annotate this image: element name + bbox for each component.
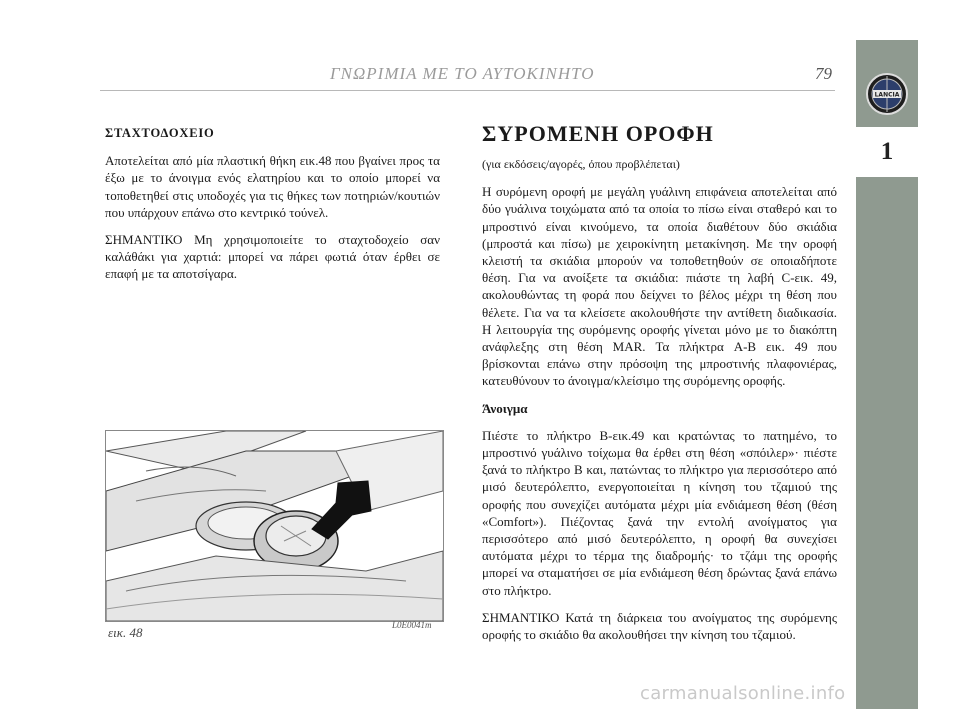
ashtray-heading: ΣΤΑΧΤΟΔΟΧΕΙΟ	[105, 126, 215, 140]
watermark: carmanualsonline.info	[640, 683, 846, 704]
opening-heading: Άνοιγμα	[482, 400, 528, 416]
sunroof-heading: ΣΥΡΟΜΕΝΗ ΟΡΟΦΗ	[482, 121, 714, 146]
logo-text: LANCIA	[874, 91, 900, 99]
sunroof-subheading: (για εκδόσεις/αγορές, όπου προβλέπεται)	[482, 157, 680, 171]
ashtray-warning: ΣΗΜΑΝΤΙΚΟ Μη χρησιμοποιείτε το σταχτοδοχείο σαν καλάθάκι για χαρτιά: μπορεί να πάρει φωτιά όταν έρθει σε επαφή με τα αποτσίγαρα.	[105, 232, 440, 282]
opening-paragraph: Πιέστε το πλήκτρο B-εικ.49 και κρατώντας το πατημένο, το μπροστινό γυάλινο τοίχωμα θα έρθει στη θέση «σπόιλερ»· πιέστε ξανά το πλήκτρο B και, πατώντας το πλήκτρο για περισσότερο από μισό δευτερόλεπτο, ενεργοποιείται η κίνηση του τζαμιού της οροφής που συνεχίζει αυτόματα μέχρι μία ενδιάμεση θέση (θέση «Comfort»). Πιέζοντας ξανά την εντολή ανοίγματος για περισσότερο από μισό δευτερόλεπτο, η οροφή θα συνεχίσει αυτόματα μέχρι το τέρμα της διαδρομής· το τζάμι της οροφής μπορεί να σταματήσει σε μία ενδιάμεση θέση δρώντας ξανά επάνω στο πλήκτρο.	[482, 427, 837, 598]
sunroof-section	[482, 122, 837, 653]
figure-ashtray	[105, 430, 444, 622]
running-title: ΓΝΩΡΙΜΙΑ ΜΕ ΤΟ ΑΥΤΟΚΙΝΗΤΟ	[330, 64, 595, 83]
sunroof-warning: ΣΗΜΑΝΤΙΚΟ Κατά τη διάρκεια του ανοίγματος της συρόμενης οροφής το σκιάδιο θα ακολουθήσει την κίνηση του τζαμιού.	[482, 609, 837, 643]
figure-code: L0E0041m	[392, 620, 432, 630]
ashtray-paragraph: Αποτελείται από μία πλαστική θήκη εικ.48 που βγαίνει προς τα έξω με το άνοιγμα ενός ελατηρίου και το οποίο μπορεί να τοποθετηθεί στις υποδοχές για τις θήκες των ποτηριών/κουτιών που υπάρχουν επάνω στο κεντρικό τούνελ.	[105, 153, 440, 220]
figure-caption: εικ. 48	[108, 625, 143, 640]
lancia-logo	[865, 72, 909, 116]
page-number: 79	[815, 64, 832, 83]
sunroof-paragraph-1: Η συρόμενη οροφή με μεγάλη γυάλινη επιφάνεια αποτελείται από δύο γυάλινα τοιχώματα από τα οποία το πίσω είναι σταθερό και το μπροστινό είναι κινούμενο, τα οποία διαθέτουν δύο σκιάδια (μπροστά και πίσω) με χειροκίνητη μετακίνηση. Με την οροφή κλειστή τα σκιάδια μπορούν να τοποθετηθούν σε οποιαδήποτε θέση. Για να ανοίξετε τα σκιάδια: πιάστε τη λαβή C-εικ. 49, ακολουθώντας τη φορά που δείχνει το βέλος μέχρι τη θέση που θέλετε. Για να τα κλείσετε ακολουθήστε την αντίθετη διαδικασία. Η λειτουργία της συρόμενης οροφής γίνεται μόνο με το διακόπτη ανάφλεξης στη θέση MAR. Τα πλήκτρα A-B εικ. 49 που βρίσκονται επάνω στην πρόσοψη της μπροστινής πλαφονιέρας, κατευθύνουν το άνοιγμα/κλείσιμο της συρόμενης οροφής.	[482, 184, 837, 389]
ashtray-section	[105, 125, 440, 293]
header-rule	[100, 90, 835, 91]
chapter-tab[interactable]: 1	[856, 127, 918, 177]
